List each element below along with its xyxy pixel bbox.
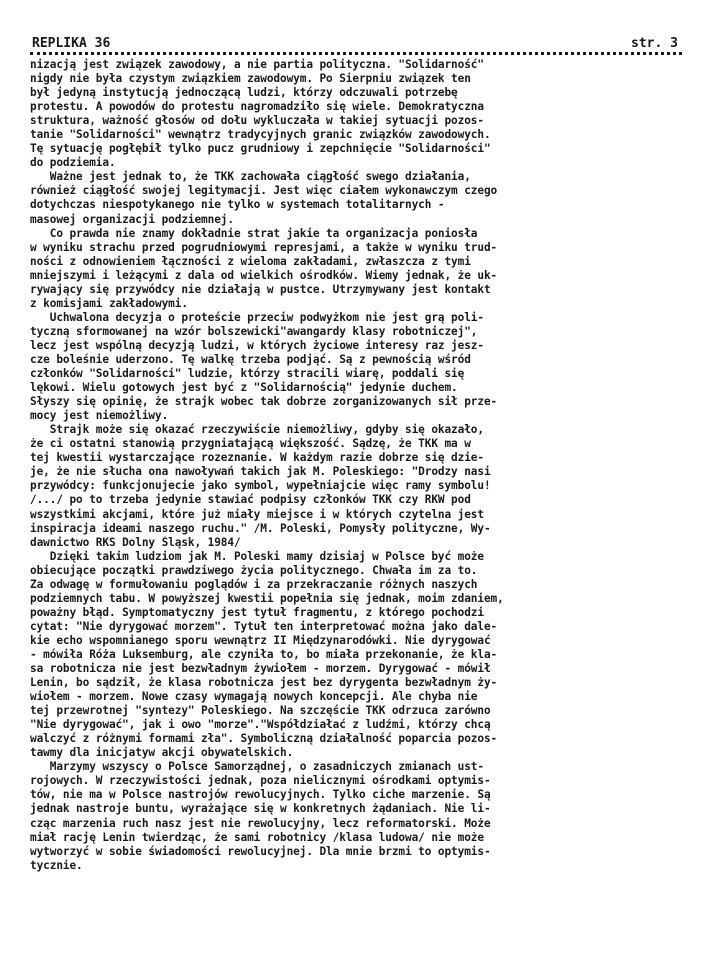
text-line: Uchwalona decyzja o proteście przeciw podwyżkom nie jest grą poli- — [30, 310, 484, 324]
bulletin-title: REPLIKA 36 — [32, 36, 111, 51]
text-line: masowej organizacji podziemnej. — [30, 212, 234, 226]
text-line: jednak nastroje buntu, wyrażające się w konkretnych żądaniach. Nie li- — [30, 802, 491, 816]
text-line: je, że nie słucha ona nawoływań takich jak M. Poleskiego: "Drodzy nasi — [30, 465, 491, 479]
text-line: struktura, ważność głosów od dołu wykluczała w takiej sytuacji pozos- — [30, 114, 484, 128]
text-line: "Nie dyrygować", jak i owo "morze"."Współdziałać z ludźmi, którzy chcą — [30, 718, 491, 732]
text-line: tej przewrotnej "syntezy" Poleskiego. Na szczęście TKK odrzuca zarówno — [30, 704, 491, 718]
text-line: cytat: "Nie dyrygować morzem". Tytuł ten interpretować można jako dale- — [30, 619, 498, 633]
text-line: tów, nie ma w Polsce nastrojów rewolucyjnych. Tylko ciche marzenie. Są — [30, 788, 491, 802]
text-line: przywódcy: funkcjonujecie jako symbol, wypełniajcie więc ramy symbolu! — [30, 479, 491, 493]
text-line: że ci ostatni stanowią przygniatającą większość. Sądzę, że TKK ma w — [30, 437, 471, 451]
text-line: z komisjami zakładowymi. — [30, 296, 188, 310]
text-line: lecz jest wspólną decyzją ludzi, w których życiowe interesy raz jesz- — [30, 338, 484, 352]
text-line: cze boleśnie uderzono. Tę walkę trzeba podjąć. Są z pewnością wśród — [30, 352, 471, 366]
text-line: tanie "Solidarności" wewnątrz tradycyjnych granic związków zawodowych. — [30, 128, 491, 142]
text-line: Strajk może się okazać rzeczywiście niemożliwy, gdyby się okazało, — [30, 423, 484, 437]
text-line: Tę sytuację pogłębił tylko pucz grudniowy i zepchnięcie "Solidarności" — [30, 142, 491, 156]
article-body — [30, 58, 682, 873]
text-line: tawmy dla inicjatyw akcji obywatelskich. — [30, 746, 294, 760]
text-line: wytworzyć w sobie świadomości rewolucyjnej. Dla mnie brzmi to optymis- — [30, 844, 491, 858]
text-line: lękowi. Wielu gotowych jest być z "Solidarnością" jedynie duchem. — [30, 381, 458, 395]
text-line: obiecujące początki prawdziwego życia politycznego. Chwała im za to. — [30, 563, 478, 577]
text-line: wszystkimi akcjami, które już miały miejsce i w których czytelna jest — [30, 507, 484, 521]
text-line: członków "Solidarności" ludzie, którzy stracili wiarę, poddali się — [30, 367, 465, 381]
text-line: Za odwagę w formułowaniu poglądów i za przekraczanie różnych naszych — [30, 577, 478, 591]
text-line: Ważne jest jednak to, że TKK zachowała ciągłość swego działania, — [30, 170, 471, 184]
text-line: poważny błąd. Symptomatyczny jest tytuł fragmentu, z którego pochodzi — [30, 605, 484, 619]
dotted-divider — [30, 52, 682, 55]
text-line: Lenin, bo sądził, że klasa robotnicza jest bez dyrygenta bezwładnym ży- — [30, 676, 498, 690]
text-line: nigdy nie była czystym związkiem zawodowym. Po Sierpniu związek ten — [30, 72, 471, 86]
text-line: miał rację Lenin twierdząc, że sami robotnicy /klasa ludowa/ nie może — [30, 830, 484, 844]
text-line: do podziemia. — [30, 156, 116, 170]
text-line: nizacją jest związek zawodowy, a nie partia polityczna. "Solidarność" — [30, 58, 484, 71]
text-line: kie echo wspomnianego sporu wewnątrz II Międzynarodówki. Nie dyrygować — [30, 633, 491, 647]
text-line: tycznie. — [30, 858, 83, 872]
text-line: sa robotnicza nie jest bezwładnym żywiołem - morzem. Dyrygować - mówił — [30, 662, 491, 676]
text-line: mniejszymi i leżącymi z dala od wielkich ośrodków. Wiemy jednak, że uk- — [30, 268, 498, 282]
text-line: walczyć z różnymi formami zła". Symboliczną działalność poparcia pozos- — [30, 732, 498, 746]
text-line: Co prawda nie znamy dokładnie strat jakie ta organizacja poniosła — [30, 226, 478, 240]
text-line: dawnictwo RKS Dolny Śląsk, 1984/ — [30, 535, 241, 549]
text-line: w wyniku strachu przed pogrudniowymi represjami, a także w wyniku trud- — [30, 240, 498, 254]
text-line: cząc marzenia ruch nasz jest nie rewolucyjny, lecz reformatorski. Może — [30, 816, 491, 830]
text-line: mocy jest niemożliwy. — [30, 409, 169, 423]
text-line: Słyszy się opinię, że strajk wobec tak dobrze zorganizowanych sił prze- — [30, 395, 498, 409]
text-line: również ciągłość swojej legitymacji. Jest więc ciałem wykonawczym czego — [30, 184, 498, 198]
text-line: był jedyną instytucją jednoczącą ludzi, którzy odczuwali potrzebę — [30, 86, 458, 100]
text-line: protestu. A powodów do protestu nagromadziło się wiele. Demokratyczna — [30, 100, 484, 114]
text-line: rojowych. W rzeczywistości jednak, poza nielicznymi ośrodkami optymis- — [30, 774, 491, 788]
text-line: podziemnych tabu. W powyższej kwestii popełnia się jednak, moim zdaniem, — [30, 591, 504, 605]
text-line: - mówiła Róża Luksemburg, ale czyniła to, bo miała przekonanie, że kla- — [30, 647, 498, 661]
page-header — [30, 36, 682, 52]
text-line: ności z odnowieniem łączności z wieloma zakładami, zwłaszcza z tymi — [30, 254, 471, 268]
text-line: dotychczas niespotykanego nie tylko w systemach totalitarnych - — [30, 198, 445, 212]
text-line: rywający się przywódcy nie działają w pustce. Utrzymywany jest kontakt — [30, 282, 491, 296]
text-line: Dzięki takim ludziom jak M. Poleski mamy dzisiaj w Polsce być może — [30, 549, 484, 563]
text-line: wiołem - morzem. Nowe czasy wymagają nowych koncepcji. Ale chyba nie — [30, 690, 478, 704]
text-line: tyczną sformowanej na wzór bolszewicki"awangardy klasy robotniczej", — [30, 324, 478, 338]
page-number: str. 3 — [631, 36, 678, 51]
text-line: /.../ po to trzeba jedynie stawiać podpisy członków TKK czy RKW pod — [30, 493, 471, 507]
text-line: Marzymy wszyscy o Polsce Samorządnej, o zasadniczych zmianach ust- — [30, 760, 484, 774]
text-line: inspiracja ideami naszego ruchu." /M. Poleski, Pomysły polityczne, Wy- — [30, 521, 491, 535]
text-line: tej kwestii wystarczające rozeznanie. W każdym razie dobrze się dzie- — [30, 451, 484, 465]
